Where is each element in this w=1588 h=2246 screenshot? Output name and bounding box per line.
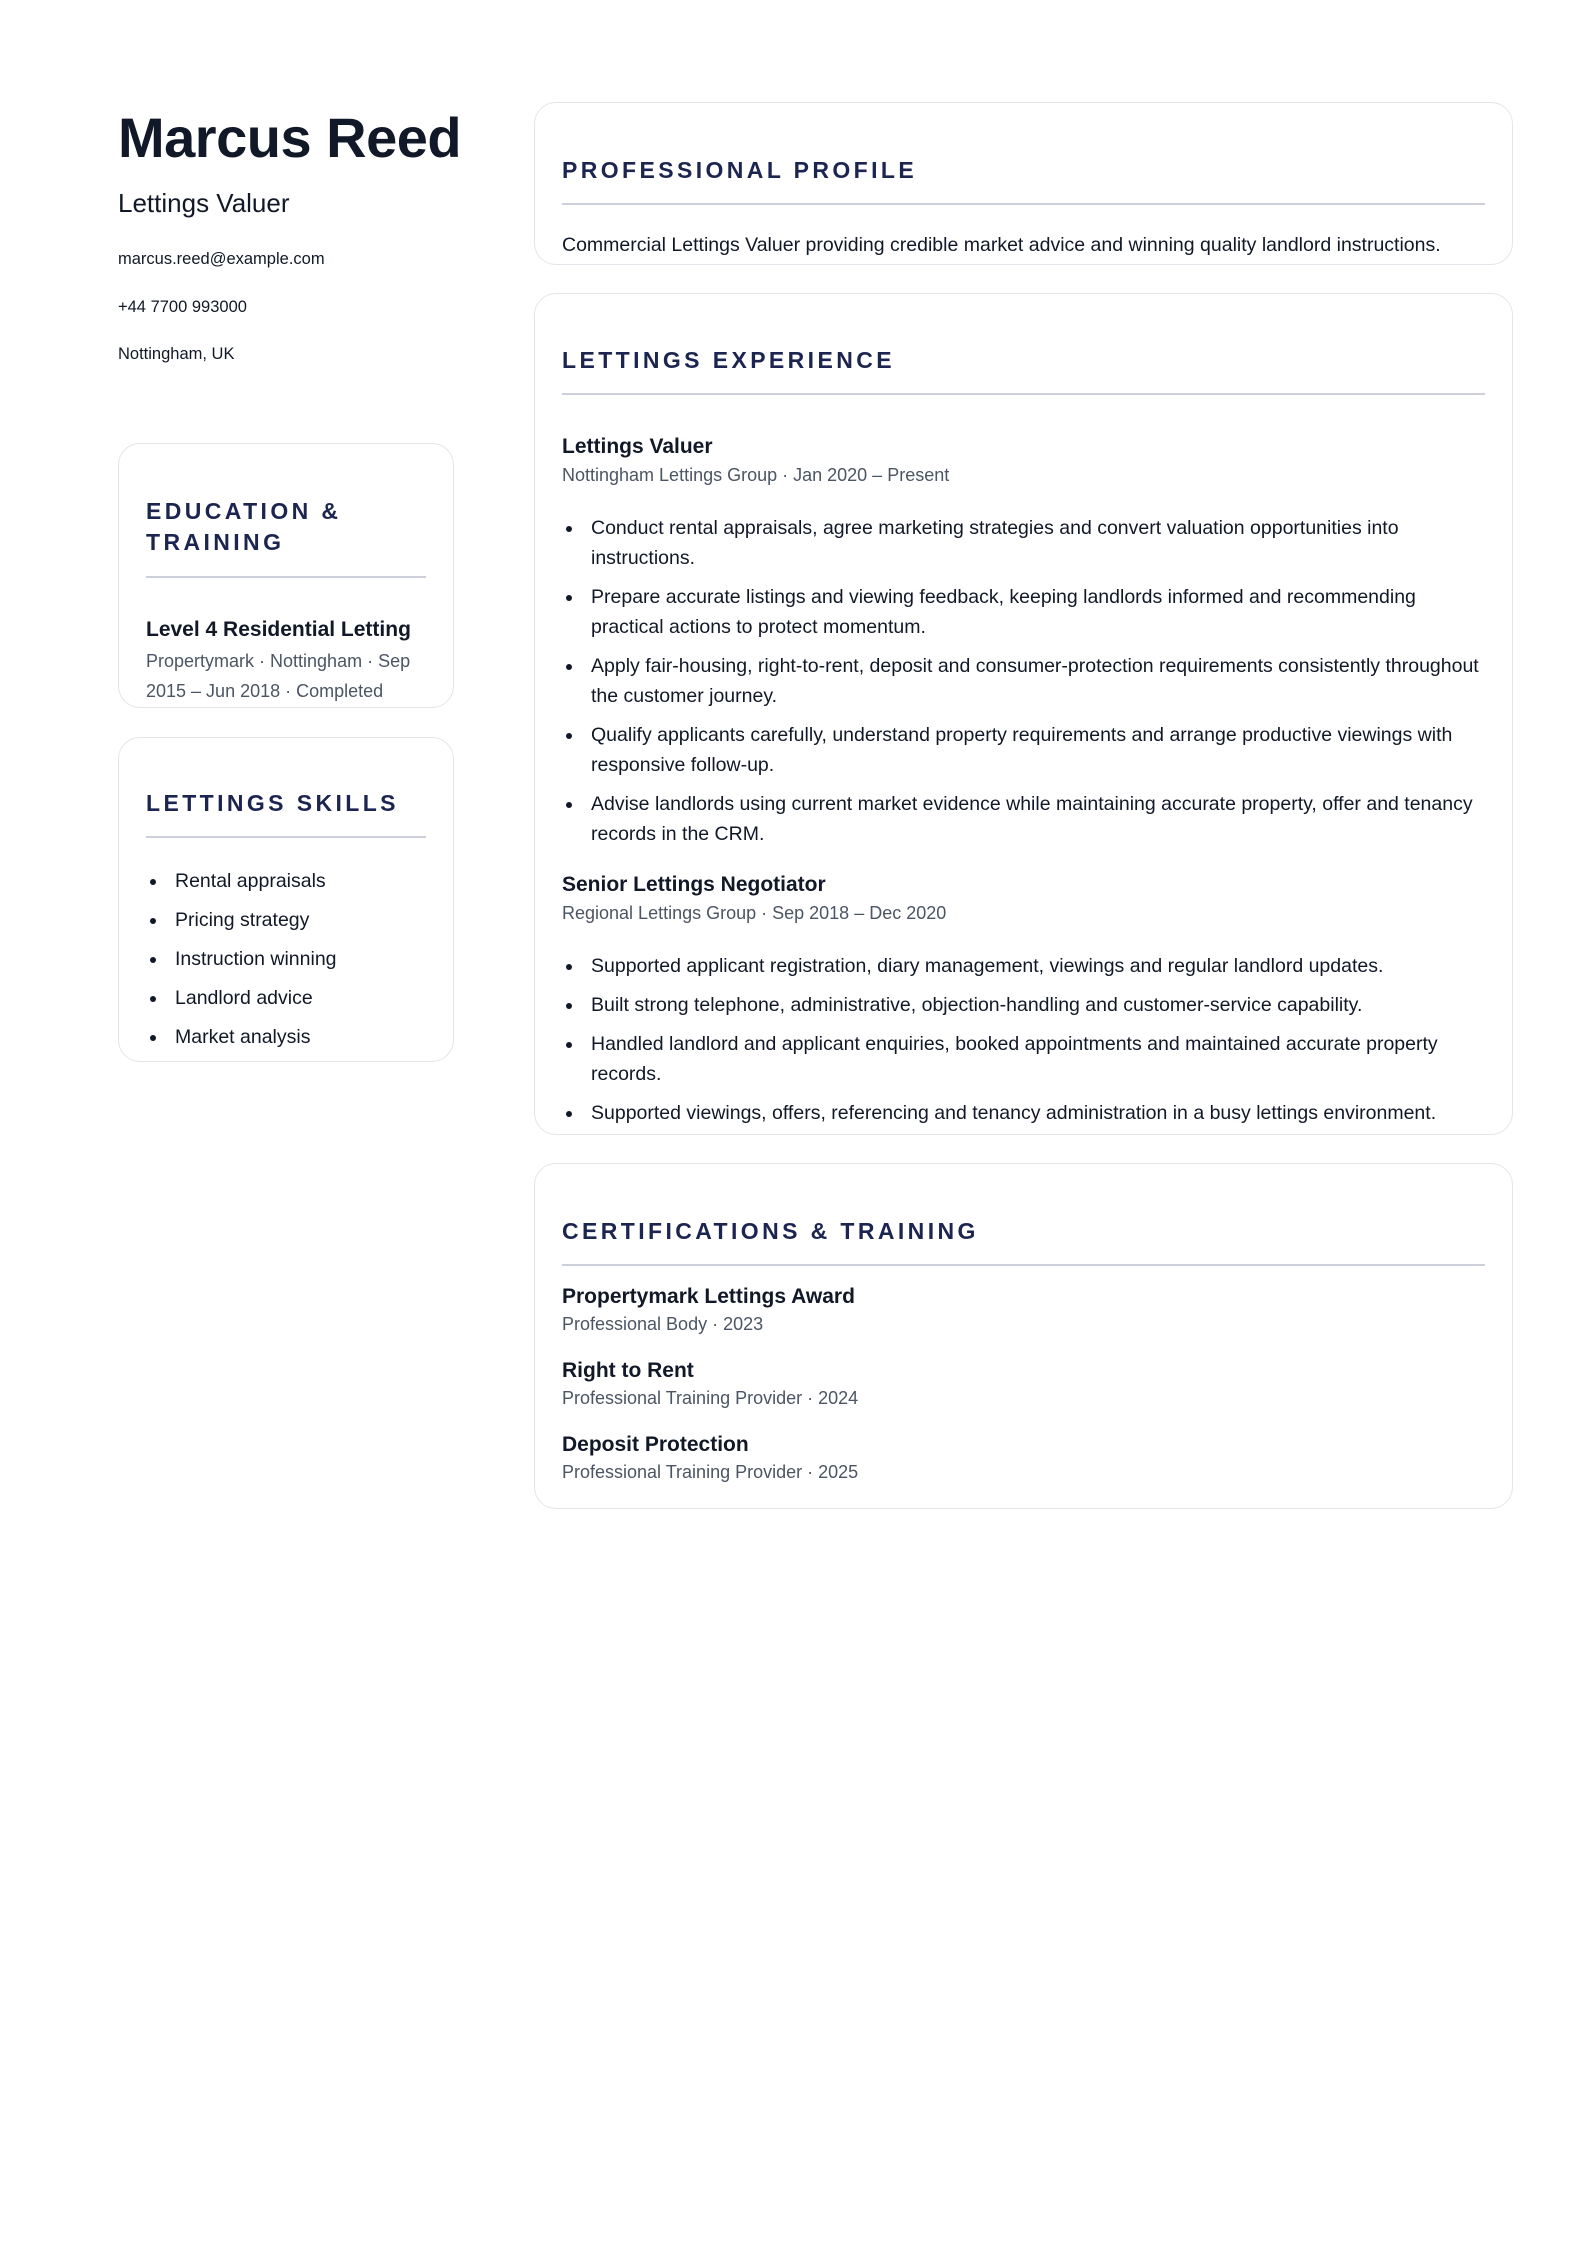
skill-item: Pricing strategy — [146, 907, 426, 933]
certification-title: Propertymark Lettings Award — [562, 1285, 855, 1308]
certification-entry — [562, 1283, 1485, 1337]
education-section — [118, 443, 454, 708]
certifications-section — [534, 1163, 1513, 1509]
certification-title: Right to Rent — [562, 1359, 694, 1382]
candidate-name: Marcus Reed — [118, 106, 462, 169]
section-divider — [562, 1264, 1485, 1266]
job-bullets — [562, 951, 1485, 1128]
certification-entry — [562, 1431, 1485, 1485]
job-bullet: Supported applicant registration, diary management, viewings and regular landlord updates. — [562, 951, 1485, 981]
section-title: PROFESSIONAL PROFILE — [562, 157, 918, 183]
certification-entry — [562, 1357, 1485, 1411]
job-meta: Regional Lettings Group · Sep 2018 – Dec 2020 — [562, 903, 947, 923]
section-title: LETTINGS SKILLS — [146, 790, 399, 816]
job-entry — [562, 433, 1485, 849]
certification-title: Deposit Protection — [562, 1433, 749, 1456]
section-divider — [562, 393, 1485, 395]
job-title: Senior Lettings Negotiator — [562, 873, 826, 896]
job-title: Lettings Valuer — [562, 435, 713, 458]
skills-section — [118, 737, 454, 1062]
job-bullet: Supported viewings, offers, referencing and tenancy administration in a busy lettings environment. — [562, 1098, 1485, 1128]
contact-email[interactable]: marcus.reed@example.com — [118, 250, 325, 268]
section-divider — [146, 576, 426, 578]
skill-item: Rental appraisals — [146, 868, 426, 894]
education-title: Level 4 Residential Letting — [146, 618, 411, 641]
section-divider — [562, 203, 1485, 205]
certification-meta: Professional Body · 2023 — [562, 1314, 764, 1334]
profile-section — [534, 102, 1513, 265]
candidate-role: Lettings Valuer — [118, 188, 290, 218]
contact-location: Nottingham, UK — [118, 345, 235, 363]
experience-section — [534, 293, 1513, 1135]
section-title: LETTINGS EXPERIENCE — [562, 347, 895, 373]
job-bullet: Prepare accurate listings and viewing feedback, keeping landlords informed and recommending practical actions to protect momentum. — [562, 582, 1485, 642]
section-divider — [146, 836, 426, 838]
skills-list — [146, 868, 426, 1050]
job-bullet: Advise landlords using current market evidence while maintaining accurate property, offer and tenancy records in the CRM. — [562, 789, 1485, 849]
job-entry — [562, 871, 1485, 1128]
section-title: CERTIFICATIONS & TRAINING — [562, 1218, 979, 1244]
job-bullet: Built strong telephone, administrative, objection-handling and customer-service capability. — [562, 990, 1485, 1020]
certification-meta: Professional Training Provider · 2025 — [562, 1462, 859, 1482]
skill-item: Instruction winning — [146, 946, 426, 972]
job-bullet: Apply fair-housing, right-to-rent, deposit and consumer-protection requirements consistently throughout the customer journey. — [562, 651, 1485, 711]
section-title: EDUCATION & TRAINING — [146, 498, 342, 555]
job-bullet: Conduct rental appraisals, agree marketing strategies and convert valuation opportunities into instructions. — [562, 513, 1485, 573]
skill-item: Landlord advice — [146, 985, 426, 1011]
contact-phone[interactable]: +44 7700 993000 — [118, 298, 247, 316]
job-meta: Nottingham Lettings Group · Jan 2020 – Present — [562, 465, 950, 485]
skill-item: Market analysis — [146, 1024, 426, 1050]
profile-summary: Commercial Lettings Valuer providing credible market advice and winning quality landlord instructions. — [562, 234, 1441, 256]
job-bullet: Qualify applicants carefully, understand property requirements and arrange productive viewings with responsive follow-up. — [562, 720, 1485, 780]
certification-meta: Professional Training Provider · 2024 — [562, 1388, 859, 1408]
header — [118, 100, 462, 365]
job-bullet: Handled landlord and applicant enquiries, booked appointments and maintained accurate property records. — [562, 1029, 1485, 1089]
education-meta: Propertymark · Nottingham · Sep 2015 – Jun 2018 · Completed — [146, 651, 411, 701]
job-bullets — [562, 513, 1485, 849]
